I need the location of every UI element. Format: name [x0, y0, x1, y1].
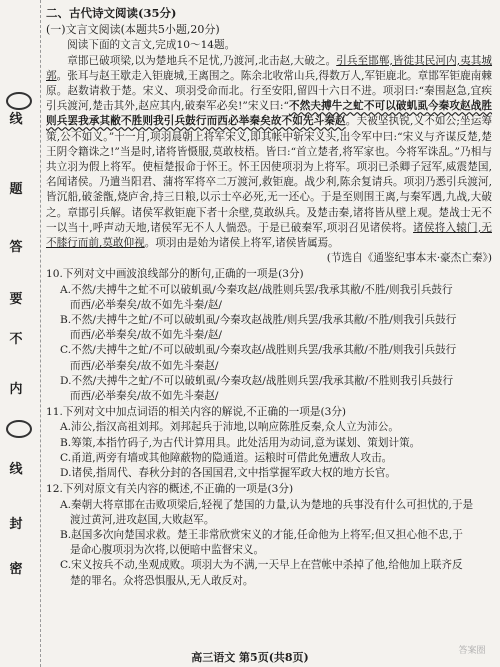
page-footer: 高三语文 第5页(共8页): [191, 651, 309, 664]
binding-hole: [6, 92, 32, 110]
question-12: [46, 482, 492, 588]
margin-char: 封: [9, 517, 23, 532]
margin-char: 题: [9, 182, 23, 197]
wavy-underlined-sentence: 不然夫搏牛之虻不可以破虮虱今秦攻赵战胜则兵罢我承其敝不胜则我引兵鼓行而西必举秦矣故不如先斗秦赵: [46, 100, 493, 128]
page-content: [46, 6, 492, 589]
option-c: C.甬道,两旁有墙或其他障蔽物的隐通道。运粮时可借此免遭敌人攻击。: [60, 451, 393, 464]
question-stem: 12.下列对原文有关内容的概述,不正确的一项是(3分): [46, 483, 294, 496]
option-a-cont: 渡过黄河,进攻赵国,大败赵军。: [70, 513, 215, 526]
option-b: B.筹策,本指竹码子,为古代计算用具。此处活用为动词,意为谋划、策划计策。: [60, 436, 421, 449]
option-a: A.沛公,指汉高祖刘邦。刘邦起兵于沛地,以响应陈胜反秦,众人立为沛公。: [60, 421, 399, 434]
question-10: [46, 267, 492, 404]
option-a: A.秦朝大将章邯在击败项梁后,轻视了楚国的力量,认为楚地的兵事没有什么可担忧的,于是: [60, 498, 474, 511]
margin-char: 要: [9, 292, 23, 307]
option-b-cont: 而西/必举秦矣/故不如先斗秦/赵/: [70, 329, 222, 342]
passage-seg: 。项羽由是始为诸侯上将军,诸侯皆属焉。: [144, 237, 339, 250]
option-d-cont: 而西/必举秦矣/故不如先斗秦赵/: [70, 390, 219, 403]
margin-char: 内: [9, 382, 23, 397]
passage-seg: 章邯已破项梁,以为楚地兵不足忧,乃渡河,北击赵,大破之。: [67, 54, 337, 67]
option-a-cont: 而西/必举秦矣/故不如先斗秦/赵/: [70, 298, 222, 311]
instruction: 阅读下面的文言文,完成10～14题。: [67, 39, 236, 52]
binding-hole: [6, 420, 32, 438]
underlined-sentence-2: 诸侯将入辕门,无不膝行而前,莫敢仰视: [46, 221, 492, 250]
option-c: C.不然/夫搏牛之虻/不可以破虮虱/今秦攻赵/战胜则兵罢/我承其敝/不胜/则我引兵鼓行: [60, 344, 457, 357]
option-d: D.不然/夫搏牛之虻/不可以破虮虱/今秦攻赵/战胜则兵罢/我承其敝/不胜则我引兵鼓行: [60, 374, 454, 387]
margin-char: 答: [9, 240, 23, 255]
margin-char: 线: [9, 462, 23, 477]
passage-seg: 。张耳与赵王歇走入钜鹿城,王离围之。陈余北收常山兵,得数万人,军钜鹿北。章邯军钜鹿南棘原。赵数请救于楚。宋义、项羽受命而北。行至安阳,留四十六日不进。项羽曰:“秦围赵急,宜疾引兵渡河,楚击其外,赵应其内,破秦军必矣!”宋义曰:“: [46, 69, 493, 113]
option-b: B.赵国多次向楚国求救。楚王非常欣赏宋义的才能,任命他为上将军;但又担心他不忠,于: [60, 528, 463, 541]
subsection-title: (一)文言文阅读(本题共5小题,20分): [46, 23, 220, 37]
margin-char: 不: [9, 332, 23, 347]
option-c: C.宋义按兵不动,坐观成败。项羽大为不满,一天早上在营帐中杀掉了他,给他加上联齐反: [60, 559, 463, 572]
margin-char: 线: [9, 112, 23, 127]
option-b: B.不然/夫搏牛之虻/不可以破虮虱/今秦攻赵战胜/则兵罢/我承其敝/不胜/则我引兵鼓行: [60, 314, 457, 327]
option-b-cont: 是命心腹项羽为次将,以便暗中监督宋义。: [70, 544, 265, 557]
option-c-cont: 而西/必举秦矣/故不如先斗秦赵/: [70, 359, 219, 372]
underlined-sentence-1: 引兵至邯郸,皆徙其民河内,夷其城郭: [46, 54, 493, 82]
question-11: [46, 405, 492, 481]
passage-text: [46, 54, 492, 252]
option-a: A.不然/夫搏牛之虻不可以破虮虱/今秦攻赵/战胜则兵罢/我承其敝/不胜/则我引兵鼓行: [60, 283, 453, 296]
question-stem: 10.下列对文中画波浪线部分的断句,正确的一项是(3分): [46, 268, 304, 281]
binding-margin: [0, 0, 41, 667]
passage-seg: 。夫被坚执锐,义不如公;坐运筹策,公不如义。”十一月,项羽晨朝上将军宋义,即其帐中斩宋义头,出令军中曰:“宋义与齐谋反楚,楚王阴令籍诛之!”当是时,诸将皆慑服,莫敢枝梧。皆曰:“首立楚者,将军家也。今将军诛乱。”乃相与共立羽为假上将军。使桓楚报命于怀王。怀王因使项羽为上将军。项羽已杀卿子冠军,威震楚国,名闻诸侯。乃遣当阳君、蒲将军将卒二万渡河,救钜鹿。战少利,陈余复请兵。项羽乃悉引兵渡河,皆沉船,破釜甑,烧庐舍,持三日粮,以示士卒必死,无一还心。于是至则围王离,与秦军遇,九战,大破之。章邯引兵解。诸侯军救钜鹿下者十余壁,莫敢纵兵。及楚击秦,诸将皆从壁上观。楚战士无不一以当十,呼声动天地,诸侯军无不人人惴恐。于是已破秦军,项羽召见诸侯将。: [46, 115, 493, 234]
option-c-cont: 楚的罪名。众将恐惧服从,无人敢反对。: [70, 574, 254, 587]
margin-char: 密: [9, 562, 23, 577]
option-d: D.诸侯,指周代、春秋分封的各国国君,文中指掌握军政大权的地方长官。: [60, 467, 397, 480]
watermark-logo: 答案圈: [458, 646, 486, 656]
question-stem: 11.下列对文中加点词语的相关内容的解说,不正确的一项是(3分): [46, 406, 347, 419]
passage-source: (节选自《通鉴纪事本末·豪杰亡秦》): [326, 252, 492, 265]
section-title: 二、古代诗文阅读(35分): [46, 6, 177, 20]
